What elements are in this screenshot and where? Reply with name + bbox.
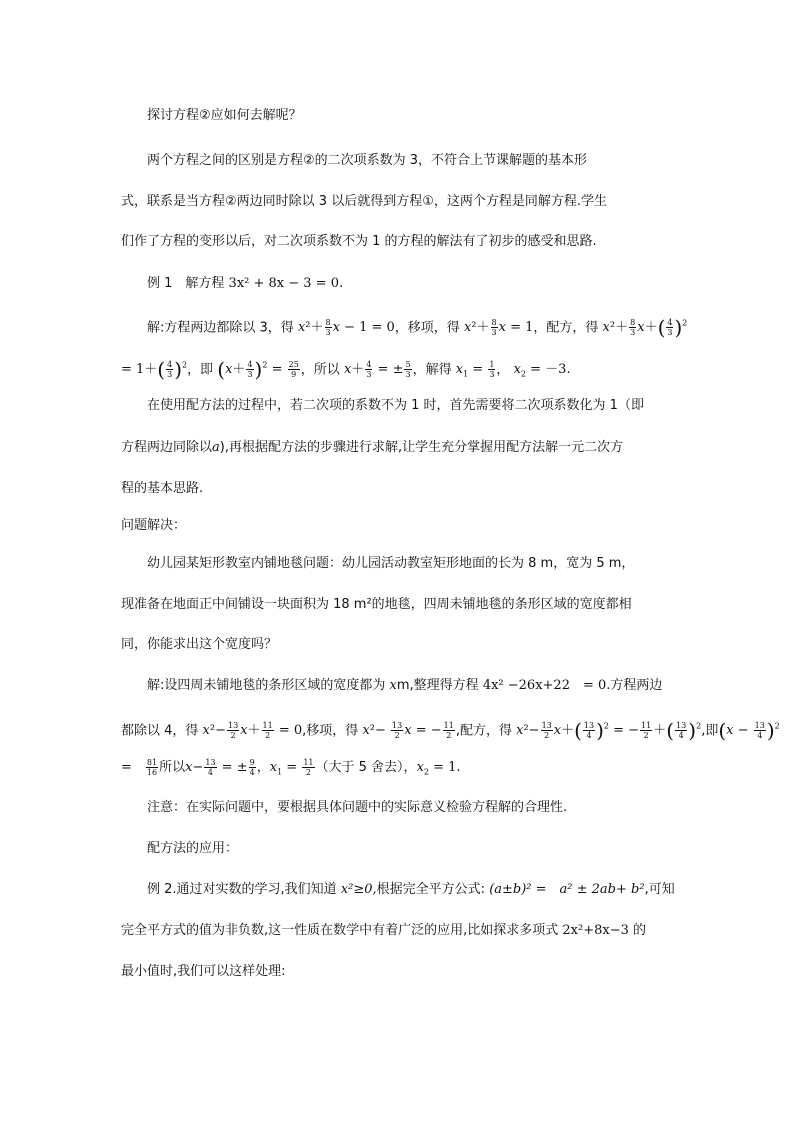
solution2-text8: 所以 xyxy=(159,760,186,775)
variable-a: a xyxy=(212,440,220,455)
example1-equation: 3x² + 8x − 3 = 0. xyxy=(228,276,344,291)
paragraph-method-line1: 在使用配方法的过程中，若二次项的系数不为 1 时，首先需要将二次项系数化为 1（即 xyxy=(147,398,644,413)
solution1-text4: ，即 xyxy=(187,362,214,378)
solution1-text2: ，移项，得 xyxy=(394,320,460,336)
solution1-line2 xyxy=(121,357,571,384)
solution2-text7: ,即 xyxy=(701,723,719,739)
solution1-text6: ，解得 xyxy=(412,362,452,378)
example2-line1 xyxy=(147,881,675,899)
paragraph-carpet-line1: 幼儿园某矩形教室内铺地毯问题：幼儿园活动教室矩形地面的长为 8 m，宽为 5 m， xyxy=(147,556,635,571)
solution2-line2 xyxy=(121,718,780,743)
solution2-eq5: = $\frac{81}{16}$ xyxy=(121,758,158,777)
solution2-line3 xyxy=(121,758,461,782)
solution2-eq1: x²− $\frac{13}{2}$ x＋ $\frac{11}{2}$ = 0 xyxy=(202,721,303,741)
solution1-eq3: x²＋ $\frac{8}{3}$ x＋( $\frac{4}{3}$ )$^2$ xyxy=(602,315,688,340)
solution2-eq4: (x − $\frac{13}{4}$ )$^2$ xyxy=(718,718,780,743)
solution1-text7: ， xyxy=(496,362,510,378)
solution2-text9: （大于 5 舍去）， xyxy=(315,760,417,775)
solution2-text2: m,整理得方程 xyxy=(396,678,479,693)
example1-line xyxy=(147,275,343,293)
solution2-eq7: $x_2 = 1$. xyxy=(416,760,461,777)
solution2-text6: ,配方，得 xyxy=(455,723,512,739)
solution1-eq8: $x_2 = -3$. xyxy=(513,362,571,379)
solution2-eq3: x²− $\frac{13}{2}$ x＋( $\frac{13}{4}$ )$^2$ = − $\frac{11}{2}$ ＋( $\frac{13}{4}$ )$^2$ xyxy=(516,718,702,743)
example2-text5: 的 xyxy=(633,923,647,938)
example2-line2 xyxy=(121,922,646,940)
solution2-equation: 4x² −26x+22 = 0 xyxy=(482,678,607,693)
paragraph-difference-line1: 两个方程之间的区别是方程②的二次项系数为 3，不符合上节课解题的基本形 xyxy=(147,153,588,168)
paragraph-carpet-line3: 同，你能求出这个宽度吗？ xyxy=(121,637,278,652)
solution2-text3: .方程两边 xyxy=(606,678,663,693)
solution1-line1 xyxy=(147,315,688,340)
solution1-text1: 解:方程两边都除以 3，得 xyxy=(147,320,294,336)
solution2-text5: ,移项，得 xyxy=(302,723,359,739)
example2-text3: ,可知 xyxy=(644,882,675,897)
solution2-eq6: x− $\frac{13}{4}$ = ± $\frac{9}{4}$ ，$x_1$ = $\frac{11}{2}$ xyxy=(185,758,314,777)
example2-text1: 例 2.通过对实数的学习,我们知道 xyxy=(147,882,337,897)
example2-polynomial: 2x²+8x−3 xyxy=(562,923,629,938)
solution2-text4: 都除以 4，得 xyxy=(121,723,199,739)
paragraph-method-line2 xyxy=(121,439,623,457)
example2-text4: 完全平方式的值为非负数,这一性质在数学中有着广泛的应用,比如探求多项式 xyxy=(121,923,559,938)
variable-x: x xyxy=(389,678,397,693)
solution1-eq4: = 1＋( $\frac{4}{3}$ )$^2$ xyxy=(121,357,188,382)
section-title-application: 配方法的应用： xyxy=(147,841,239,856)
solution2-text1: 解:设四周未铺地毯的条形区域的宽度都为 xyxy=(147,678,386,693)
example2-line3: 最小值时,我们可以这样处理: xyxy=(121,964,286,979)
example2-math1: x²≥0, xyxy=(340,882,377,897)
paragraph-method-text2: ),再根据配方法的步骤进行求解,让学生充分掌握用配方法解一元二次方 xyxy=(219,440,624,455)
paragraph-difference-line3: 们作了方程的变形以后，对二次项系数不为 1 的方程的解法有了初步的感受和思路. xyxy=(121,234,597,249)
paragraph-carpet-line2: 现准备在地面正中间铺设一块面积为 18 m²的地毯，四周未铺地毯的条形区域的宽度都相 xyxy=(121,597,632,612)
section-title-problem: 问题解决： xyxy=(121,518,187,533)
example2-formula: (a±b)² = a² ± 2ab+ b² xyxy=(489,882,645,897)
paragraph-difference-line2: 式，联系是当方程②两边同时除以 3 以后就得到方程①，这两个方程是同解方程.学生 xyxy=(121,194,607,209)
example2-text2: 根据完全平方公式: xyxy=(376,882,486,897)
solution1-eq2: x²＋ $\frac{8}{3}$ x = 1 xyxy=(463,318,534,338)
paragraph-question: 探讨方程②应如何去解呢？ xyxy=(147,108,302,123)
paragraph-note: 注意：在实际问题中，要根据具体问题中的实际意义检验方程解的合理性. xyxy=(147,800,568,815)
solution2-eq2: x²− $\frac{13}{2}$ x = − $\frac{11}{2}$ xyxy=(362,721,454,741)
solution1-eq5: (x＋ $\frac{4}{3}$ )$^2$ = $\frac{25}{9}$ xyxy=(217,357,299,382)
solution1-text3: ，配方，得 xyxy=(533,320,599,336)
solution1-eq1: x²＋ $\frac{8}{3}$ x − 1 = 0 xyxy=(297,318,395,338)
solution1-eq7: $x_1$ = $\frac{1}{3}$ xyxy=(455,360,495,380)
paragraph-method-line3: 程的基本思路. xyxy=(121,481,204,496)
paragraph-method-text: 方程两边同除以 xyxy=(121,440,213,455)
solution1-eq6: x＋ $\frac{4}{3}$ = ± $\frac{5}{3}$ xyxy=(343,360,411,380)
example1-label: 例 1 解方程 xyxy=(147,276,225,291)
solution2-line1 xyxy=(147,677,662,695)
solution1-text5: ，所以 xyxy=(300,362,340,378)
